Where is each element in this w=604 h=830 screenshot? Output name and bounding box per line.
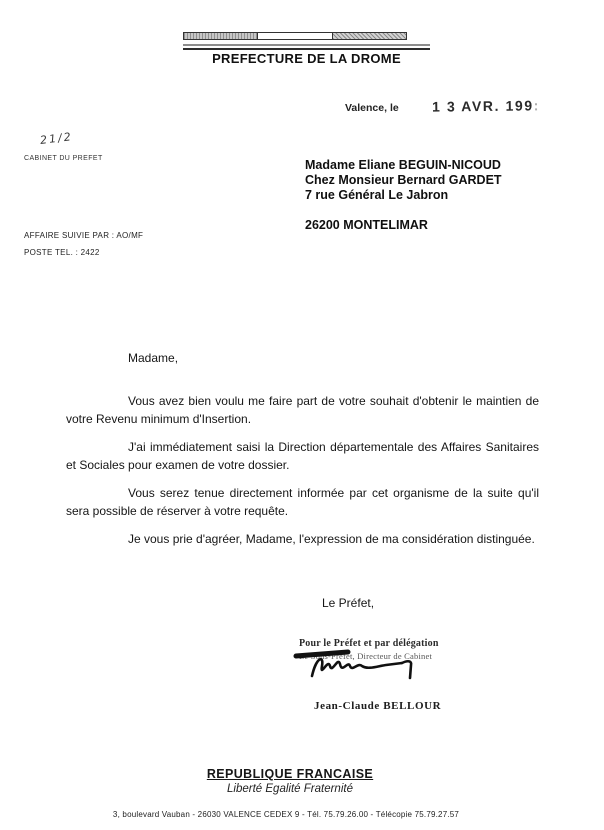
- header-rule: [183, 44, 430, 50]
- handwritten-reference-number: 21/2: [39, 130, 74, 147]
- place-date-label: Valence, le: [345, 102, 399, 114]
- case-handler-label: AFFAIRE SUIVIE PAR : AO/MF: [24, 231, 144, 240]
- body-paragraph: Vous serez tenue directement informée par cet organisme de la suite qu'il sera possible de réserver à votre requête.: [66, 486, 539, 518]
- salutation: Madame,: [128, 351, 179, 365]
- recipient-care-of: Chez Monsieur Bernard GARDET: [305, 173, 502, 187]
- republic-title: REPUBLIQUE FRANCAISE: [206, 767, 374, 781]
- flag-band: [183, 32, 407, 40]
- date-stamp-faded-digit: :: [533, 97, 541, 114]
- office-label: CABINET DU PREFET: [24, 155, 103, 162]
- phone-extension-label: POSTE TEL. : 2422: [24, 248, 100, 257]
- recipient-name: Madame Eliane BEGUIN-NICOUD: [305, 158, 501, 172]
- body-paragraph: Je vous prie d'agréer, Madame, l'expression de ma considération distinguée.: [128, 532, 535, 546]
- footer: [0, 767, 580, 795]
- delegation-line-2: Le Sous-Préfet, Directeur de Cabinet: [299, 651, 433, 661]
- prefecture-address: 3, boulevard Vauban - 26030 VALENCE CEDEX 9 - Tél. 75.79.26.00 - Télécopie 75.79.27.57: [112, 810, 460, 819]
- delegation-line-1: Pour le Préfet et par délégation: [299, 638, 439, 649]
- handwritten-signature: [290, 642, 470, 692]
- flag-band-middle: [257, 33, 332, 39]
- recipient-city: 26200 MONTELIMAR: [305, 218, 428, 232]
- recipient-address-block: [305, 158, 502, 233]
- flag-band-right: [333, 33, 406, 39]
- recipient-street: 7 rue Général Le Jabron: [305, 188, 449, 202]
- letter-body: [66, 349, 539, 558]
- date-stamp-text: 1 3 AVR. 199: [431, 97, 534, 115]
- body-paragraph: J'ai immédiatement saisi la Direction départementale des Affaires Sanitaires et Sociales pour examen de votre dossier.: [66, 440, 539, 472]
- signer-name: Jean-Claude BELLOUR: [314, 700, 442, 712]
- date-stamp: [432, 97, 540, 114]
- prefecture-title: PREFECTURE DE LA DROME: [212, 51, 401, 66]
- flag-band-left: [184, 33, 257, 39]
- body-paragraph: Vous avez bien voulu me faire part de votre souhait d'obtenir le maintien de votre Revenu minimum d'Insertion.: [66, 394, 539, 426]
- signatory-title: Le Préfet,: [322, 596, 375, 610]
- republic-motto: Liberté Egalité Fraternité: [227, 783, 353, 795]
